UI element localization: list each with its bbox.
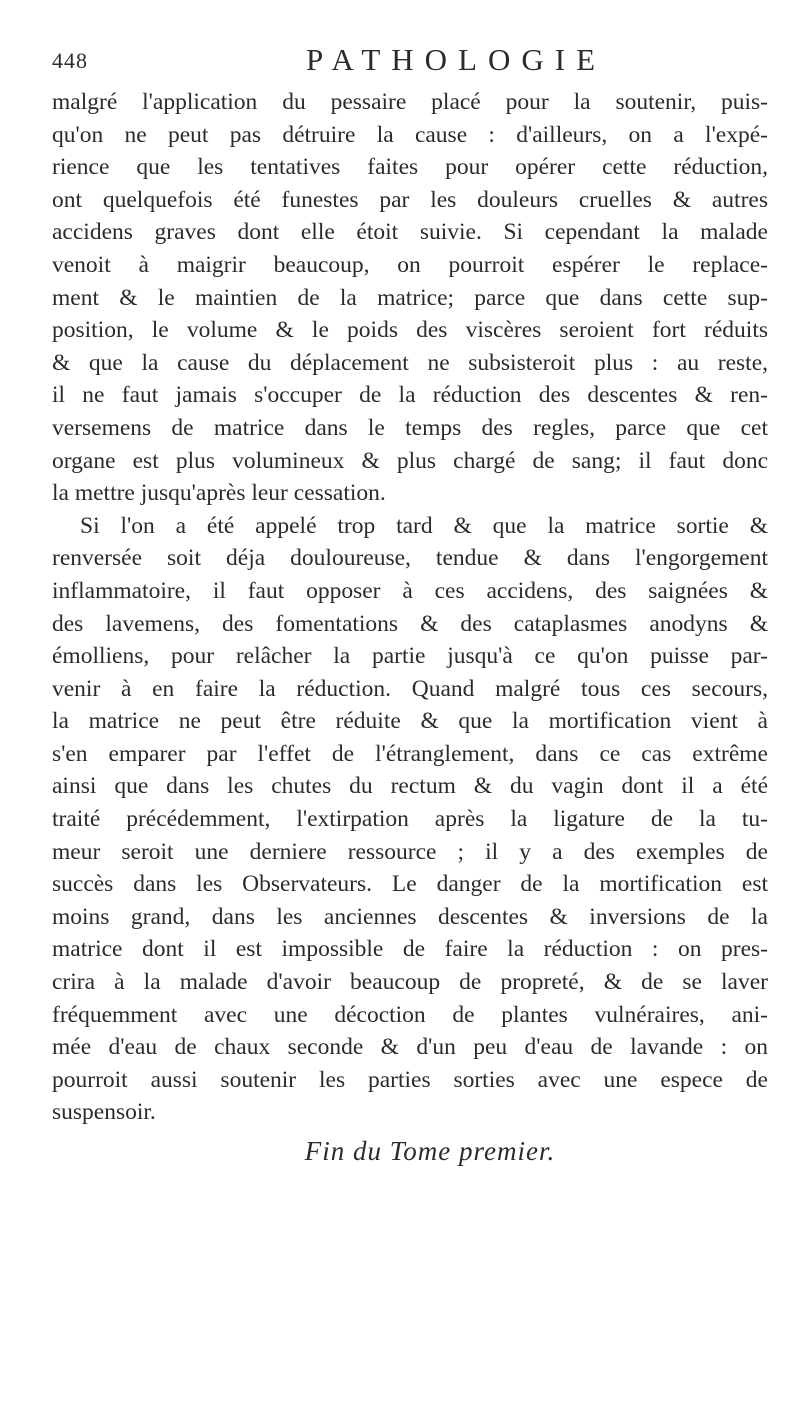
text-line: pourroit aussi soutenir les parties sorties avec une espece de: [52, 1066, 768, 1093]
text-line: s'en emparer par l'effet de l'étranglement, dans ce cas extrême: [52, 740, 768, 767]
page-header-title: PATHOLOGIE: [306, 42, 607, 77]
text-line: ainsi que dans les chutes du rectum & du vagin dont il a été: [52, 773, 768, 800]
text-line: ont quelquefois été funestes par les douleurs cruelles & autres: [52, 186, 768, 213]
text-line: rience que les tentatives faites pour opérer cette réduction,: [52, 154, 768, 181]
text-line: position, le volume & le poids des viscères seroient fort réduits: [52, 317, 768, 344]
text-line: traité précédemment, l'extirpation après la ligature de la tu-: [52, 806, 768, 833]
text-line: émolliens, pour relâcher la partie jusqu'à ce qu'on puisse par-: [52, 643, 768, 670]
text-line: il ne faut jamais s'occuper de la réduction des descentes & ren-: [52, 382, 768, 409]
text-line: Si l'on a été appelé trop tard & que la matrice sortie &: [80, 512, 768, 539]
text-line: succès dans les Observateurs. Le danger de la mortification est: [52, 871, 768, 898]
text-line: moins grand, dans les anciennes descentes & inversions de la: [52, 903, 768, 930]
text-line: crira à la malade d'avoir beaucoup de propreté, & de se laver: [52, 969, 768, 996]
body-text: [52, 86, 768, 1129]
text-line: versemens de matrice dans le temps des regles, parce que cet: [52, 414, 768, 441]
text-line: & que la cause du déplacement ne subsisteroit plus : au reste,: [52, 349, 768, 376]
colophon: [0, 1136, 800, 1167]
text-line: inflammatoire, il faut opposer à ces accidens, des saignées &: [52, 577, 768, 604]
text-line: la matrice ne peut être réduite & que la mortification vient à: [52, 708, 768, 735]
running-head: [52, 42, 752, 82]
page-number: 448: [52, 48, 88, 73]
colophon-text: Fin du Tome premier.: [304, 1136, 556, 1166]
text-line: la mettre jusqu'après leur cessation.: [52, 480, 386, 507]
text-line: mée d'eau de chaux seconde & d'un peu d'eau de lavande : on: [52, 1034, 768, 1061]
text-line: venir à en faire la réduction. Quand malgré tous ces secours,: [52, 675, 768, 702]
text-line: meur seroit une derniere ressource ; il y a des exemples de: [52, 838, 768, 865]
text-line: venoit à maigrir beaucoup, on pourroit espérer le replace-: [52, 251, 768, 278]
text-line: fréquemment avec une décoction de plantes vulnéraires, ani-: [52, 1001, 768, 1028]
text-line: renversée soit déja douloureuse, tendue & dans l'engorgement: [52, 545, 768, 572]
text-line: des lavemens, des fomentations & des cataplasmes anodyns &: [52, 610, 768, 637]
text-line: qu'on ne peut pas détruire la cause : d'ailleurs, on a l'expé-: [52, 121, 768, 148]
text-line: accidens graves dont elle étoit suivie. Si cependant la malade: [52, 219, 768, 246]
text-line: organe est plus volumineux & plus chargé de sang; il faut donc: [52, 447, 768, 474]
text-line: matrice dont il est impossible de faire la réduction : on pres-: [52, 936, 768, 963]
text-line: suspensoir.: [52, 1099, 156, 1126]
text-line: malgré l'application du pessaire placé pour la soutenir, puis-: [52, 89, 768, 115]
text-line: ment & le maintien de la matrice; parce que dans cette sup-: [52, 284, 768, 311]
